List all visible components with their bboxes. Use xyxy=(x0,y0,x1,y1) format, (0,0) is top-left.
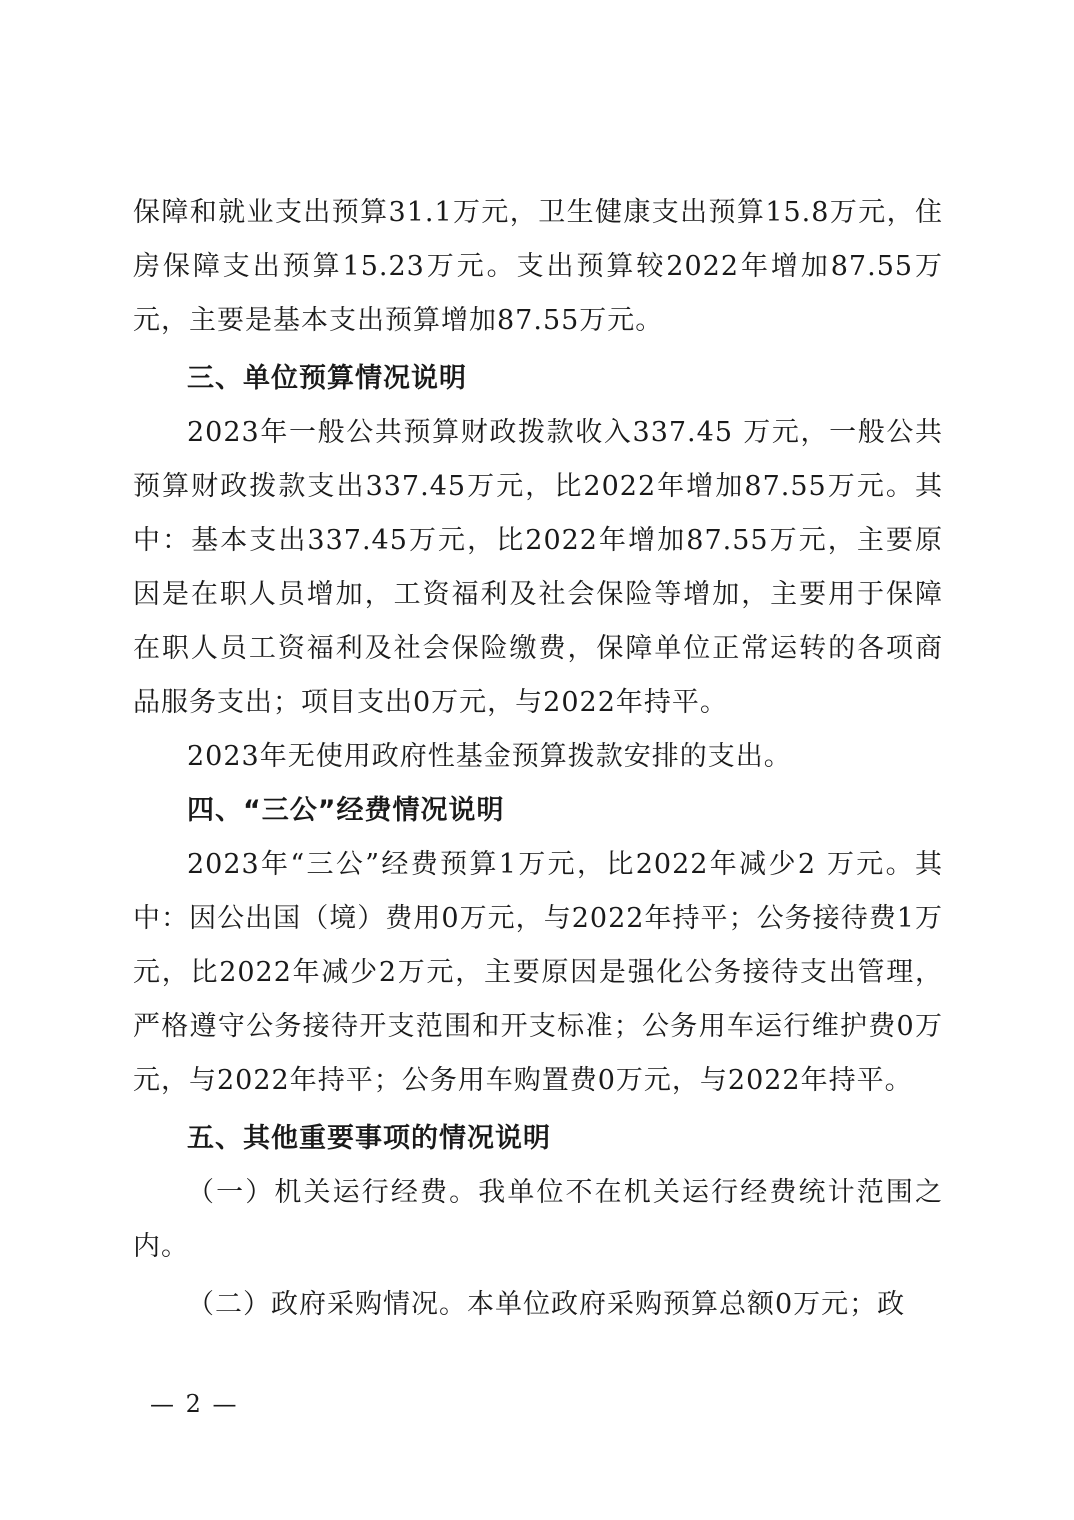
paragraph-continued: 保障和就业支出预算31.1万元，卫生健康支出预算15.8万元，住房保障支出预算15.23万元。支出预算较2022年增加87.55万元，主要是基本支出预算增加87.55万元。 xyxy=(133,197,943,336)
heading-unit-budget: 三、单位预算情况说明 xyxy=(187,363,467,394)
document-body xyxy=(133,186,943,1332)
heading-other-matters: 五、其他重要事项的情况说明 xyxy=(187,1123,551,1154)
page-number: — 2 — xyxy=(150,1390,239,1418)
paragraph-operating-expenses: （一）机关运行经费。我单位不在机关运行经费统计范围之内。 xyxy=(133,1177,943,1262)
paragraph-unit-budget: 2023年一般公共预算财政拨款收入337.45 万元，一般公共预算财政拨款支出337.45万元，比2022年增加87.55万元。其中：基本支出337.45万元，比2022年增加87.55万元，主要原因是在职人员增加，工资福利及社会保险等增加，主要用于保障在职人员工资福利及社会保险缴费，保障单位正常运转的各项商品服务支出；项目支出0万元，与2022年持平。 xyxy=(133,417,943,718)
paragraph-government-fund: 2023年无使用政府性基金预算拨款安排的支出。 xyxy=(187,741,792,772)
paragraph-government-procurement: （二）政府采购情况。本单位政府采购预算总额0万元；政 xyxy=(187,1289,906,1320)
paragraph-three-public-expenses: 2023年“三公”经费预算1万元，比2022年减少2 万元。其中：因公出国（境）费用0万元，与2022年持平；公务接待费1万元，比2022年减少2万元，主要原因是强化公务接待支出管理，严格遵守公务接待开支范围和开支标准；公务用车运行维护费0万元，与2022年持平；公务用车购置费0万元，与2022年持平。 xyxy=(133,849,943,1096)
heading-three-public-expenses: 四、“三公”经费情况说明 xyxy=(187,795,505,826)
